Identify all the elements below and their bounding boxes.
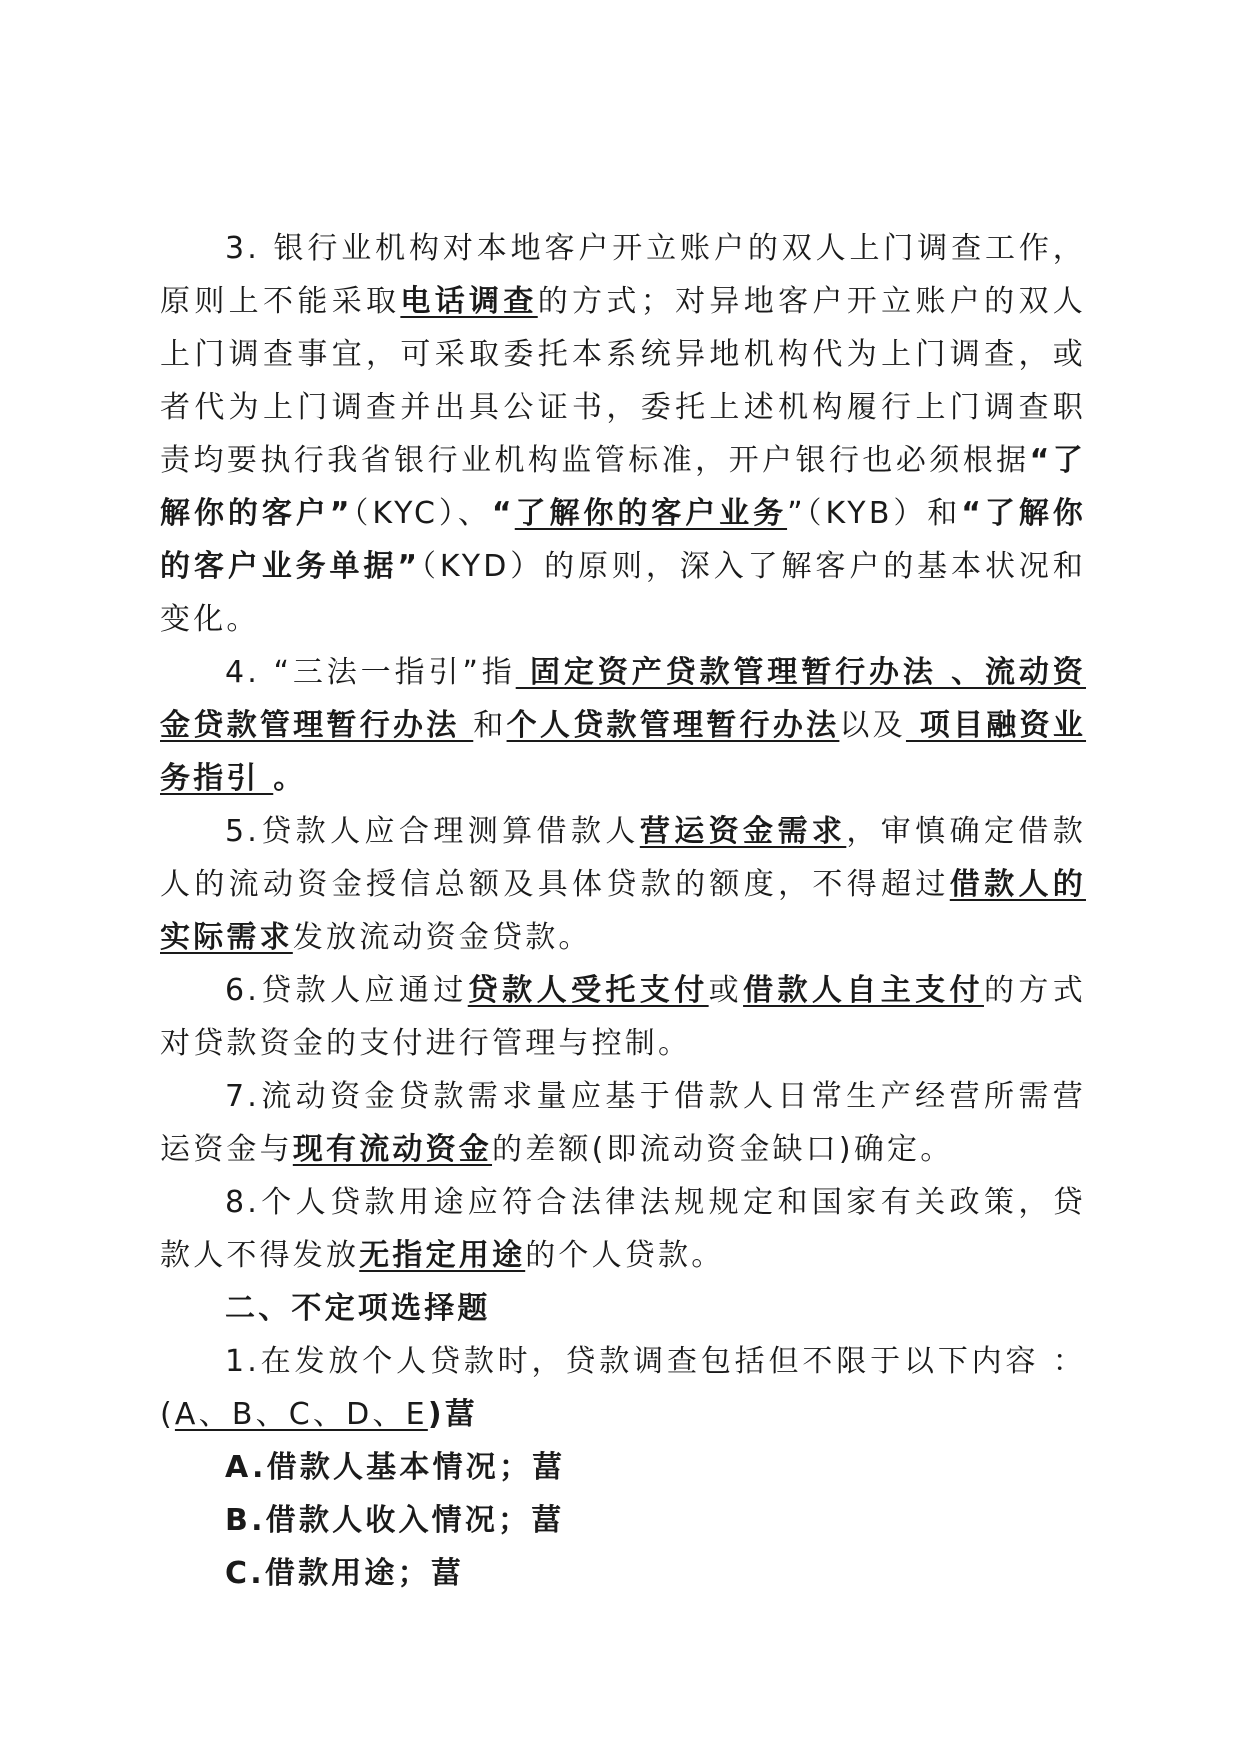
multiple-choice-question-1 <box>160 1335 1086 1441</box>
question-text: （KYC）、 <box>352 496 492 531</box>
choice-option-a: A.借款人基本情况；葍 <box>225 1450 566 1485</box>
question-text: 的方式；对异地客户开立账户的双人上门调查事宜，可采取委托本系统异地机构代为上门调查，或者代为上门调查并出具公证书，委托上述机构履行上门调查职责均要执行我省银行业机构监管标准，开户银行也必须根据 <box>160 284 1086 478</box>
answer-blank: A、B、C、D、E <box>174 1397 428 1432</box>
answer-blank: 营运资金需求 <box>639 814 847 849</box>
question-text: 的差额(即流动资金缺口)确定。 <box>492 1132 954 1167</box>
question-text: 的个人贷款。 <box>525 1238 725 1273</box>
question-text: 或 <box>708 973 744 1008</box>
question-text: 8.个人贷款用途应符合法律法规规定和国家有关政策，贷款人不得发放 <box>160 1185 1086 1273</box>
document-body <box>160 222 1086 1600</box>
question-text: 3. 银行业机构对本地客户开立账户的双人上门调查工作，原则上不能采取 <box>160 231 1086 319</box>
fill-blank-question-8 <box>160 1176 1086 1282</box>
answer-text: “了解你的客户业务单据” <box>160 496 1087 584</box>
question-text: ，审慎确定借款人的流动资金授信总额及具体贷款的额度，不得超过 <box>160 814 1087 902</box>
question-text: 以及 <box>839 708 906 743</box>
question-text: 的方式对贷款资金的支付进行管理与控制。 <box>160 973 1086 1061</box>
question-text: 发放流动资金贷款。 <box>292 920 592 955</box>
answer-blank: 贷款人受托支付 <box>467 973 709 1008</box>
answer-blank: 电话调查 <box>400 284 538 319</box>
section-heading: 二、不定项选择题 <box>225 1291 491 1326</box>
choice-option-c: C.借款用途；葍 <box>225 1556 465 1591</box>
choice-option-b: B.借款人收入情况；葍 <box>225 1503 565 1538</box>
answer-paren: ( <box>160 1397 175 1432</box>
fill-blank-question-6 <box>160 964 1086 1070</box>
answer-blank: 借款人自主支付 <box>743 973 984 1008</box>
answer-blank: 现有流动资金 <box>292 1132 493 1167</box>
answer-blank: 了解你的客户业务 <box>514 496 788 531</box>
question-stem: 1.在发放个人贷款时，贷款调查包括但不限于以下内容 ： <box>225 1344 1086 1379</box>
question-text: 5.贷款人应合理测算借款人 <box>225 814 640 849</box>
quote-mark: “ <box>491 496 515 531</box>
question-text: 和 <box>473 708 507 743</box>
fill-blank-question-4 <box>160 646 1086 805</box>
answer-blank: 固定资产贷款管理暂行办法 、流动资金贷款管理暂行办法 <box>160 655 1086 743</box>
answer-blank: 无指定用途 <box>359 1238 526 1273</box>
question-text: （KYD）的原则，深入了解客户的基本状况和变化。 <box>160 549 1086 637</box>
answer-blank: 个人贷款管理暂行办法 <box>506 708 840 743</box>
question-text: ”（KYB）和 <box>787 496 962 531</box>
answer-text: “了解你的客户” <box>160 443 1086 531</box>
fill-blank-question-3 <box>160 222 1086 646</box>
answer-blank: 项目融资业务指引 <box>160 708 1087 796</box>
question-text: 6.贷款人应通过 <box>225 973 468 1008</box>
answer-blank: 借款人的实际需求 <box>160 867 1086 955</box>
question-text: 4. “三法一指引”指 <box>225 655 516 690</box>
answer-paren: )葍 <box>427 1397 478 1432</box>
fill-blank-question-7 <box>160 1070 1086 1176</box>
fill-blank-question-5 <box>160 805 1086 964</box>
question-text: 。 <box>273 761 307 796</box>
question-text: 7.流动资金贷款需求量应基于借款人日常生产经营所需营运资金与 <box>160 1079 1086 1167</box>
